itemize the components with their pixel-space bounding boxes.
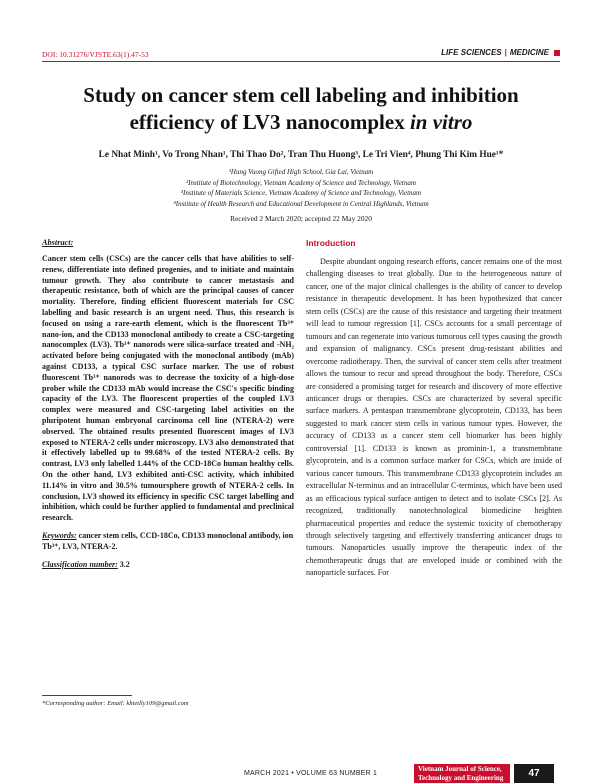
page-footer [0, 764, 600, 784]
title-line-2 [130, 110, 473, 134]
abstract-column [42, 238, 294, 569]
affiliation-1: ¹Hung Vuong Gifted High School, Gia Lai, Vietnam [228, 168, 374, 176]
category-life-sciences: LIFE SCIENCES [441, 48, 502, 57]
red-square-icon [554, 50, 560, 56]
category-separator: | [504, 48, 507, 57]
classification-number: 3.2 [117, 559, 130, 569]
introduction-column [306, 238, 562, 580]
affiliation-2: ²Institute of Biotechnology, Vietnam Academy of Science and Technology, Vietnam [186, 178, 416, 187]
journal-name-badge [414, 764, 510, 783]
category-medicine: MEDICINE [509, 48, 549, 57]
section-category [441, 48, 560, 57]
author-list: Le Nhat Minh¹, Vo Trong Nhan¹, Thi Thao Do², Tran Thu Huong³, Le Tri Vien⁴, Phung Thi Kim Hue¹* [98, 150, 504, 160]
keywords-text: cancer stem cells, CCD-18Co, CD133 monoclonal antibody, ion Tb³⁺, LV3, NTERA-2. [42, 530, 294, 551]
title-line-2-italic: in vitro [409, 110, 473, 134]
affiliation-4: ⁴Institute of Health Research and Educational Development in Central Highlands, Vietnam [173, 199, 429, 208]
title-line-1: Study on cancer stem cell labeling and inhibition [83, 83, 519, 107]
journal-line-1: Vietnam Journal of Science, [418, 765, 502, 773]
doi: DOI: 10.31276/VJSTE.63(1).47-53 [42, 50, 149, 59]
classification [42, 560, 294, 569]
journal-line-2: Technology and Engineering [418, 773, 504, 782]
article-title [42, 82, 560, 136]
affiliations [42, 167, 560, 209]
keywords-label: Keywords: [42, 530, 77, 540]
introduction-text: Despite abundant ongoing research efforts, cancer remains one of the most challenging diseases to treat globally. Due to the heterogeneous nature of cancer, one of the major clinical challenges is the ability of cancer to develop resistance in therapeutic development. It has been hypothesized that cancer stem cells (CSCs) are the cause of this resistance and targeting their treatment will lead to tumour regression [1]. CSCs accounts for a small percentage of tumours and can regenerate into various tumorous cell types causing the growth and expansion of malignancy. CSCs present drug-resistant abilities and overcome radiotherapy. Then, the survival of cancer stem cells after treatment allows the tumour to recur and spread throughout the body. Therefore, CSCs are considered a promising target for research and discovery of more effective anticancer drugs or therapies. CSCs are characterized by several specific surface markers. A pentaspan transmembrane glycoprotein, CD133, has been suggested to mark cancer stem cells in various tumour types. However, the accuracy of CD133 as a cancer stem cell biomarker has been highly controversial [1]. CD133 is known as prominin-1, a transmembrane glycoprotein, and is a common surface marker for CSCs, which are inside of various cancer tumours. This transmembrane CD133 glycoprotein includes an extracellular N-terminus and an intracellular C-terminus, which have been used as an efficacious typical surface antigen to detect and to isolate CSCs [2]. As recognized, traditionally nanotechnological biomedicine heighten pharmaceutical properties and reduce the systemic toxicity of chemotherapy through selectively targeting and effectively transferring anticancer drugs to tumours. Nanoparticles usually improve the therapeutic index of the chemotherapeutic drugs that are enveloped inside or combined with the nanoparticle surfaces. For [306, 257, 562, 578]
introduction-heading: Introduction [306, 238, 356, 248]
corresponding-author-footnote: *Corresponding author: Email: khietlly109@gmail.com [42, 700, 189, 707]
affiliation-3: ³Institute of Materials Science, Vietnam Academy of Science and Technology, Vietnam [180, 189, 422, 197]
classification-label: Classification number: [42, 559, 118, 569]
abstract-heading: Abstract: [42, 238, 74, 247]
issue-info: MARCH 2021 • VOLUME 63 NUMBER 1 [244, 770, 378, 777]
footnote-rule [42, 695, 132, 696]
keywords [42, 531, 294, 553]
abstract-text: Cancer stem cells (CSCs) are the cancer cells that have abilities to self-renew, differentiate into defined progenies, and to initiate and maintain tumour growth. They also contribute to cancer metastasis and therapeutic resistance, both of which are the principal causes of cancer mortality. Therefore, finding efficient fluorescent materials for CSC labelling and basic research is an urgent need. Thus, this research is focused on using a rare-earth element, which is the fluorescent Tb³⁺ nano-ion, and the CD133 monoclonal antibody to create a CSC-targeting nanocomplex (LV3). Tb³⁺ nanorods were silica-surface treated and -NH₂ activated before being conjugated with the monoclonal antibody (mAb) against CD133, a typical CSC surface marker. The use of robust fluorescent Tb³⁺ nanorods was to decrease the toxicity of a high-dose prober while the CD133 mAb would increase the CSC's specific binding capacity of the LV3. The fluorescent properties of the coupled LV3 complex were measured and CSC-targeting label activities on the pluripotent human embryonal carcinoma cell line (NTERA-2) were observed. The obtained results presented fluorescent images of LV3 exposed to NTERA-2 cells under microscopy. LV3 also demonstrated that it effectively labelled up to 99.68% of the tested NTERA-2 cells. By contrast, LV3 only labelled 1.44% of the CCD-18Co human healthy cells. On the other hand, LV3 exhibited anti-CSC activity, which inhibited 11.14% in vitro and 30.5% tumoursphere growth of NTERA-2 cells. In conclusion, LV3 showed its efficiency in specific CSC target labelling and inhibition, which could be further applied to fundamental and preclinical research. [42, 254, 294, 523]
header-rule [42, 61, 560, 62]
page-number: 47 [514, 764, 554, 783]
title-line-2-main: efficiency of LV3 nanocomplex [129, 110, 410, 134]
received-dates: Received 2 March 2020; accepted 22 May 2020 [230, 214, 372, 223]
